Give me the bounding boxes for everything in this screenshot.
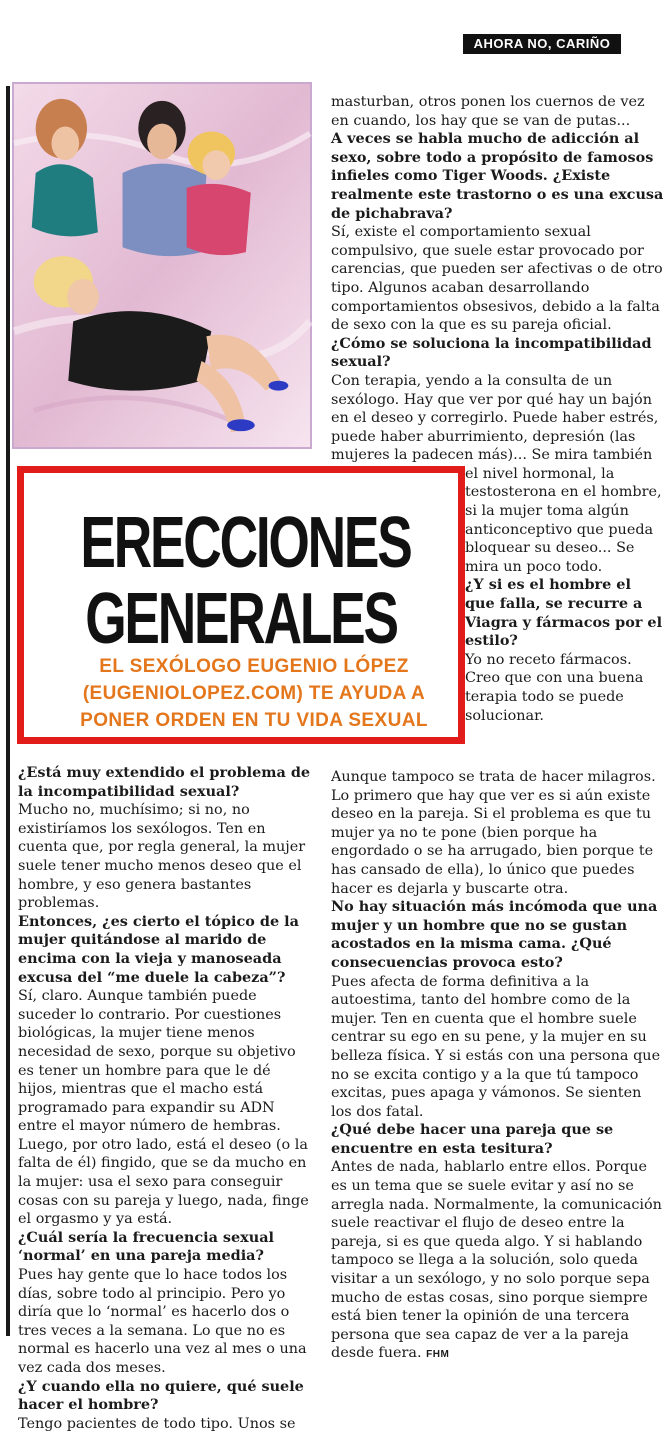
- question: ¿Está muy extendido el problema de la incompatibilidad sexual?: [18, 764, 311, 800]
- answer: Mucho no, muchísimo; si no, no existiríamos los sexólogos. Ten en cuenta que, por regla general, la mujer suele tener mucho menos deseo que el hombre, y eso genera bastantes problemas.: [18, 802, 306, 912]
- question: ¿Y cuando ella no quiere, qué suele hacer el hombre?: [18, 1377, 304, 1414]
- answer: Aunque tampoco se trata de hacer milagros. Lo primero que hay que ver es si aún existe deseo en la pareja. Si el problema es que tu mujer ya no te pone (bien porque ha engordado o se ha arrugado, bien porque te has cansado de ella), lo único que puedes hacer es dejarla y buscarte otra.: [331, 769, 656, 897]
- answer: Pues afecta de forma definitiva a la autoestima, tanto del hombre como de la mujer. Ten en cuenta que el hombre suele centrar su ego en su pene, y la mujer en su belleza física. Y si estás con una persona que no se excita contigo y a la que tú tampoco excitas, pues apaga y vámonos. Se sienten los dos fatal.: [331, 973, 661, 1120]
- column-right-bottom: [331, 768, 665, 1365]
- answer: masturban, otros ponen los cuernos de vez en cuando, los hay que se van de putas...: [331, 94, 645, 129]
- page-spine-rule: [6, 86, 10, 1336]
- answer: Pues hay gente que lo hace todos los días, sobre todo al principio. Pero yo diría que lo ‘normal’ es hacerlo dos o tres veces a la semana. Lo que no es normal es hacerlo una vez al mes o una vez cada dos meses.: [18, 1267, 307, 1376]
- question: ¿Qué debe hacer una pareja que se encuentre en esta tesitura?: [331, 1121, 614, 1157]
- question: A veces se habla mucho de adicción al sexo, sobre todo a propósito de famosos infieles como Tiger Woods. ¿Existe realmente este trastorno o es una excusa de pichabrava?: [331, 130, 664, 222]
- question: ¿Cuál sería la frecuencia sexual ‘normal’ en una pareja media?: [18, 1228, 275, 1265]
- answer: [331, 1158, 665, 1365]
- photo-illustration: [14, 84, 310, 447]
- column-right-top: [331, 93, 665, 725]
- article-photo: [12, 82, 312, 449]
- question: No hay situación más incómoda que una mujer y un hombre que no se gustan acostados en la misma cama. ¿Qué consecuencias provoca esto?: [331, 898, 658, 971]
- headline-line-1: ERECCIONES: [80, 503, 411, 583]
- answer: Con terapia, yendo a la consulta de un sexólogo. Hay que ver por qué hay un bajón en el deseo y corregirlo. Puede haber estrés, puede haber aburrimiento, depresión (las mujeres la padecen más)... Se mira también: [331, 372, 659, 464]
- answer-text: Antes de nada, hablarlo entre ellos. Porque es un tema que se suele evitar y así no se arregla nada. Normalmente, la comunicación suele reactivar el flujo de deseo entre la pareja, si es que queda algo. Y si hablando tampoco se llega a la solución, solo queda visitar a un sexólogo, y no solo porque sepa mucho de estas cosas, sino porque siempre está bien tener la opinión de una tercera persona que sea capaz de ver a la pareja desde fuera.: [331, 1159, 662, 1362]
- answer: Sí, existe el comportamiento sexual compulsivo, que suele estar provocado por carencias, que pueden ser afectivas o de otro tipo. Algunos acaban desarrollando comportamientos obsesivos, debido a la falta de sexo con la que es su pareja oficial.: [331, 224, 663, 334]
- answer: Sí, claro. Aunque también puede suceder lo contrario. Por cuestiones biológicas, la mujer tiene menos necesidad de sexo, porque su objetivo es tener un hombre para que le dé hijos, mientras que el macho está programado para expandir su ADN entre el mayor número de hembras. Luego, por otro lado, está el deseo (o la falta de él) fingido, que se da mucho en la mujer: usa el sexo para conseguir cosas con su pareja y luego, nada, finge el orgasmo y ya está.: [18, 988, 309, 1228]
- column-left: [18, 764, 314, 1433]
- answer: el nivel hormonal, la testosterona en el hombre, si la mujer toma algún anticonceptivo que pueda bloquear su deseo... Se mira un poco todo.: [465, 465, 662, 575]
- question: Entonces, ¿es cierto el tópico de la mujer quitándose al marido de encima con la vieja y manoseada excusa del “me duele la cabeza”?: [18, 912, 299, 986]
- question: ¿Cómo se soluciona la incompatibilidad sexual?: [331, 334, 652, 371]
- headline-line-2: GENERALES: [85, 579, 397, 659]
- answer: Yo no receto fármacos. Creo que con una buena terapia todo se puede solucionar.: [465, 651, 644, 724]
- section-label: AHORA NO, CARIÑO: [463, 34, 621, 54]
- deck-subtitle: EL SEXÓLOGO EUGENIO LÓPEZ (EUGENIOLOPEZ.COM) TE AYUDA A PONER ORDEN EN TU VIDA SEXUAL: [80, 656, 428, 731]
- question: ¿Y si es el hombre el que falla, se recurre a Viagra y fármacos por el estilo?: [465, 576, 663, 650]
- answer: Tengo pacientes de todo tipo. Unos se: [18, 1415, 296, 1432]
- magazine-logo: FHM: [426, 1349, 450, 1361]
- column-right-narrow: [331, 465, 665, 725]
